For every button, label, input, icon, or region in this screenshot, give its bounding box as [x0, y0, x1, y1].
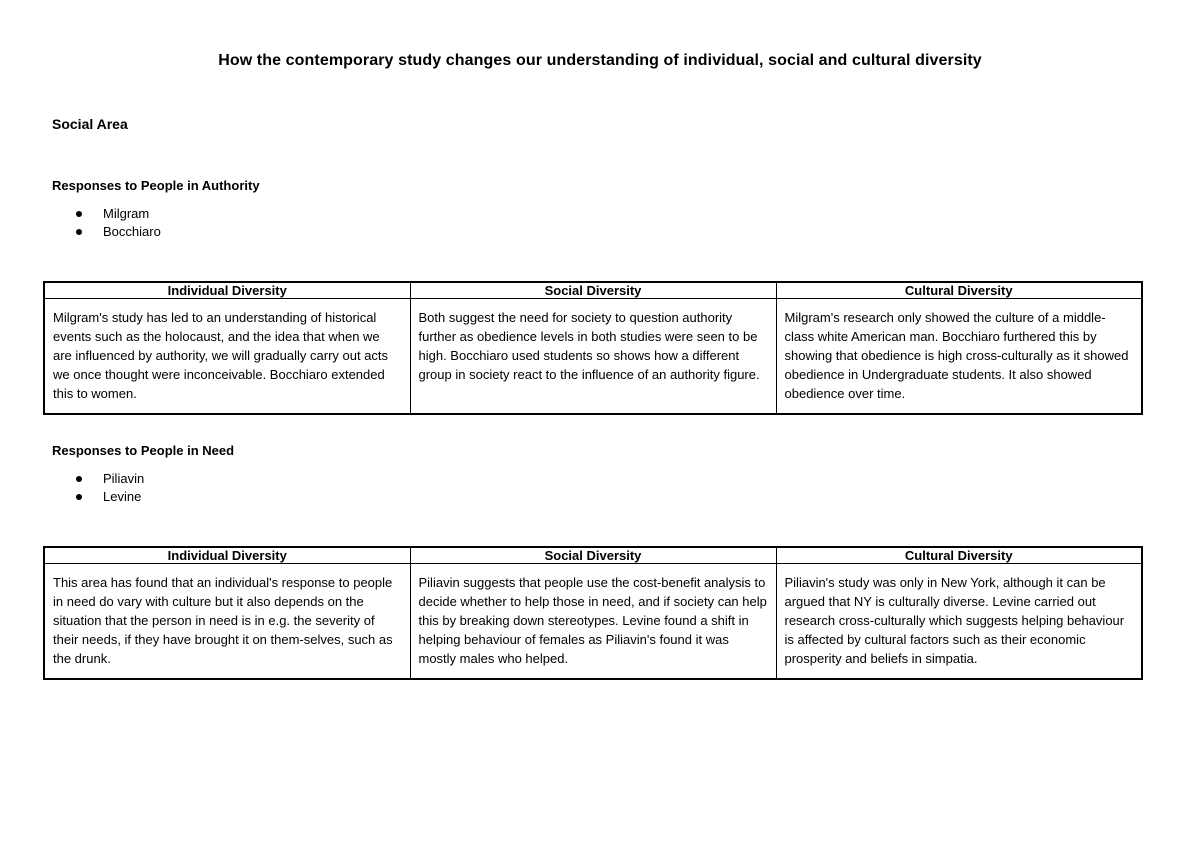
column-header-individual: Individual Diversity [44, 547, 410, 564]
column-header-cultural: Cultural Diversity [776, 547, 1142, 564]
individual-diversity-cell: This area has found that an individual's response to people in need do vary with culture but it also depends on the situation that the person in need is in e.g. the severity of their needs, if they have brought it on them-selves, such as the drunk. [44, 564, 410, 680]
authority-diversity-table [43, 281, 1143, 415]
authority-bullet-list [72, 205, 161, 241]
area-heading: Social Area [52, 116, 128, 132]
list-item: Bocchiaro [72, 223, 161, 241]
list-item: Piliavin [72, 470, 144, 488]
cultural-diversity-cell: Milgram's research only showed the culture of a middle-class white American man. Bocchiaro furthered this by showing that obedience is high cross-culturally as it showed obedience in Undergraduate students. It also showed obedience over time. [776, 299, 1142, 415]
need-diversity-table [43, 546, 1143, 680]
table-header-row [44, 282, 1142, 299]
column-header-social: Social Diversity [410, 547, 776, 564]
table-row [44, 564, 1142, 680]
social-diversity-cell: Piliavin suggests that people use the cost-benefit analysis to decide whether to help those in need, and if society can help this by breaking down stereotypes. Levine found a shift in helping behaviour of females as Piliavin's found it was mostly males who helped. [410, 564, 776, 680]
column-header-individual: Individual Diversity [44, 282, 410, 299]
column-header-social: Social Diversity [410, 282, 776, 299]
document-title: How the contemporary study changes our understanding of individual, social and cultural diversity [218, 52, 982, 69]
authority-heading: Responses to People in Authority [52, 178, 260, 193]
social-diversity-cell: Both suggest the need for society to question authority further as obedience levels in both studies were seen to be high. Bocchiaro used students so shows how a different group in society react to the influence of an authority figure. [410, 299, 776, 415]
need-heading: Responses to People in Need [52, 443, 235, 458]
table-row [44, 299, 1142, 415]
table-header-row [44, 547, 1142, 564]
list-item: Levine [72, 488, 144, 506]
column-header-cultural: Cultural Diversity [776, 282, 1142, 299]
list-item: Milgram [72, 205, 161, 223]
need-bullet-list [72, 470, 144, 506]
individual-diversity-cell: Milgram's study has led to an understanding of historical events such as the holocaust, and the idea that when we are influenced by authority, we will gradually carry out acts we once thought were inconceivable. Bocchiaro extended this to women. [44, 299, 410, 415]
cultural-diversity-cell: Piliavin's study was only in New York, although it can be argued that NY is culturally diverse. Levine carried out research cross-culturally which suggests helping behaviour is affected by cultural factors such as their economic prosperity and beliefs in simpatia. [776, 564, 1142, 680]
